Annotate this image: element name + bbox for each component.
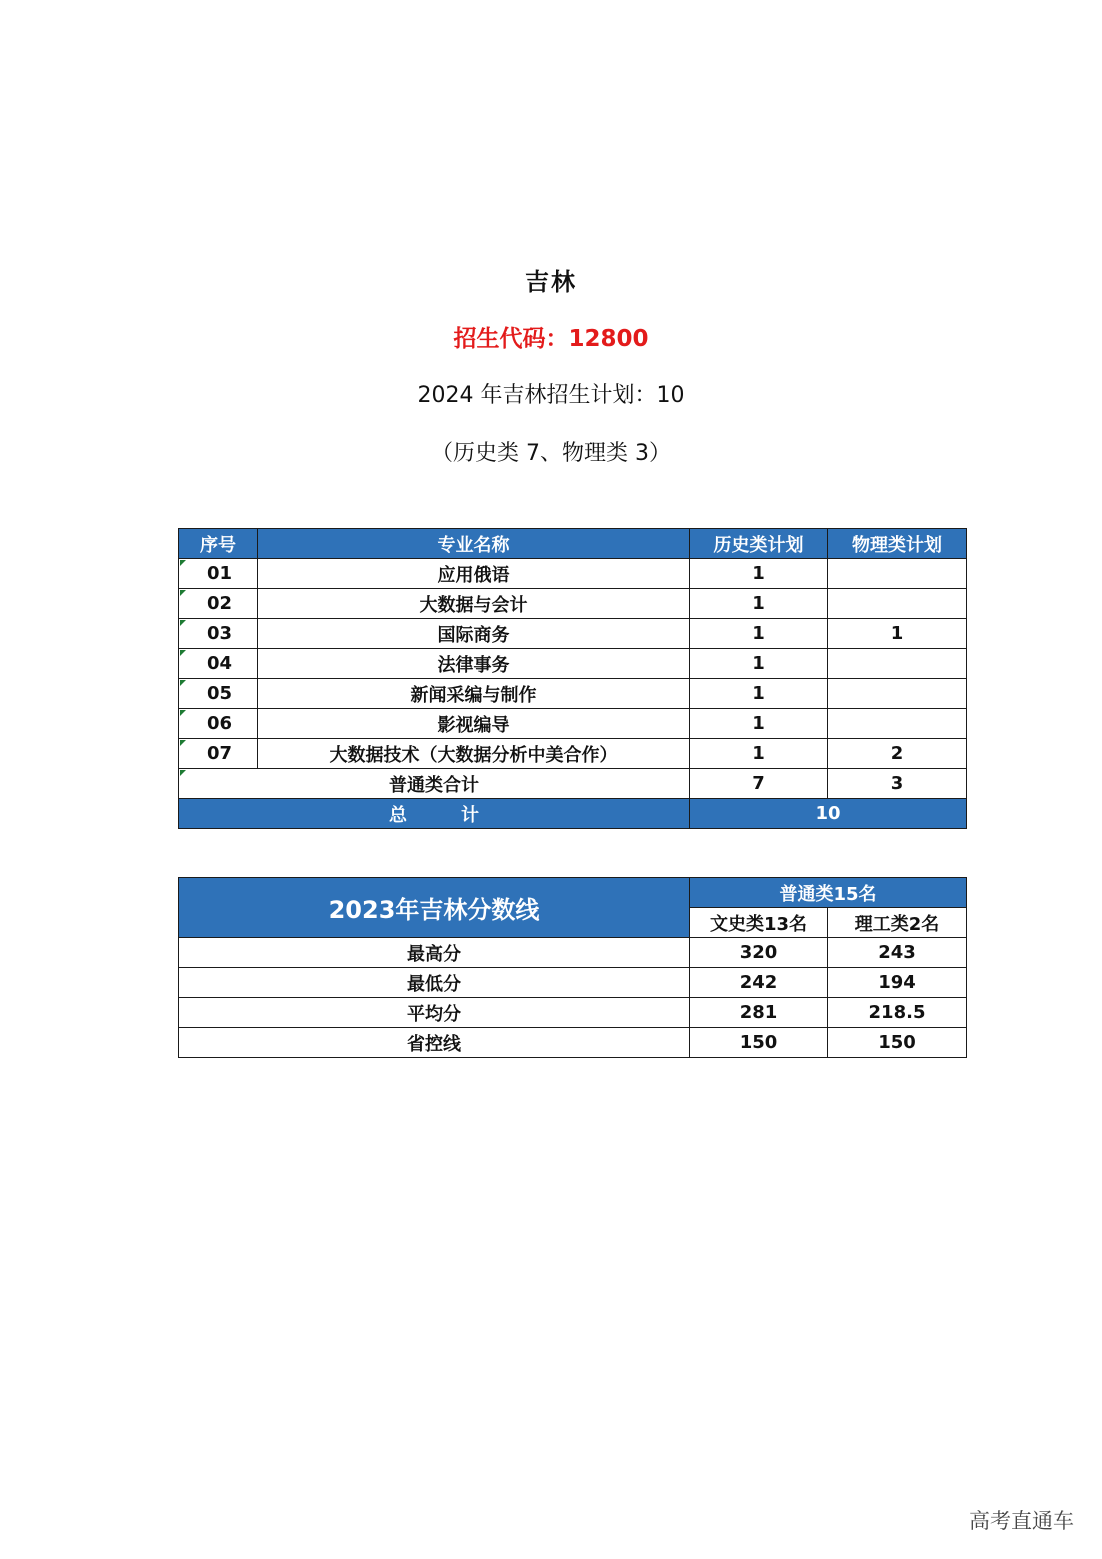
table-row — [179, 968, 967, 998]
row-seq: 03 — [179, 619, 258, 649]
table-row — [179, 709, 967, 739]
score-a: 320 — [690, 938, 828, 968]
row-seq: 07 — [179, 739, 258, 769]
table-row — [179, 679, 967, 709]
score-line-table — [178, 877, 967, 1058]
table-row — [179, 619, 967, 649]
table-row — [179, 739, 967, 769]
row-seq: 04 — [179, 649, 258, 679]
enrollment-code: 招生代码：12800 — [453, 326, 649, 352]
score-b: 243 — [828, 938, 967, 968]
score-label: 最高分 — [179, 938, 690, 968]
row-history: 1 — [690, 739, 828, 769]
row-seq: 05 — [179, 679, 258, 709]
row-history: 1 — [690, 679, 828, 709]
table-header-row — [179, 529, 967, 559]
plan-summary: 2024 年吉林招生计划：10 — [417, 383, 685, 408]
score-col-liberal-arts: 文史类13名 — [690, 908, 828, 938]
table-row — [179, 1028, 967, 1058]
table-row — [179, 559, 967, 589]
row-history: 1 — [690, 709, 828, 739]
total-label: 总 计 — [179, 799, 690, 829]
total-row — [179, 799, 967, 829]
score-a: 150 — [690, 1028, 828, 1058]
score-a: 281 — [690, 998, 828, 1028]
row-physics — [828, 559, 967, 589]
column-header-history: 历史类计划 — [690, 529, 828, 559]
row-physics — [828, 649, 967, 679]
score-group-header: 普通类15名 — [690, 878, 967, 908]
row-physics — [828, 679, 967, 709]
row-major: 大数据与会计 — [258, 589, 690, 619]
row-history: 1 — [690, 559, 828, 589]
score-table-title: 2023年吉林分数线 — [179, 878, 690, 938]
subtotal-history: 7 — [690, 769, 828, 799]
province-title: 吉林 — [525, 268, 577, 296]
row-major: 应用俄语 — [258, 559, 690, 589]
score-label: 省控线 — [179, 1028, 690, 1058]
subtotal-physics: 3 — [828, 769, 967, 799]
subtotal-label: 普通类合计 — [179, 769, 690, 799]
row-history: 1 — [690, 649, 828, 679]
row-major: 大数据技术（大数据分析中美合作） — [258, 739, 690, 769]
score-b: 194 — [828, 968, 967, 998]
column-header-major: 专业名称 — [258, 529, 690, 559]
row-seq: 01 — [179, 559, 258, 589]
row-history: 1 — [690, 589, 828, 619]
row-major: 国际商务 — [258, 619, 690, 649]
score-label: 最低分 — [179, 968, 690, 998]
score-col-science: 理工类2名 — [828, 908, 967, 938]
row-major: 影视编导 — [258, 709, 690, 739]
subtotal-row — [179, 769, 967, 799]
score-label: 平均分 — [179, 998, 690, 1028]
score-a: 242 — [690, 968, 828, 998]
row-major: 新闻采编与制作 — [258, 679, 690, 709]
score-b: 218.5 — [828, 998, 967, 1028]
table-row — [179, 649, 967, 679]
table-row — [179, 938, 967, 968]
score-b: 150 — [828, 1028, 967, 1058]
row-major: 法律事务 — [258, 649, 690, 679]
table-row — [179, 589, 967, 619]
total-value: 10 — [690, 799, 967, 829]
row-physics: 2 — [828, 739, 967, 769]
row-seq: 06 — [179, 709, 258, 739]
row-physics — [828, 709, 967, 739]
column-header-seq: 序号 — [179, 529, 258, 559]
column-header-physics: 物理类计划 — [828, 529, 967, 559]
row-seq: 02 — [179, 589, 258, 619]
plan-breakdown: （历史类 7、物理类 3） — [431, 441, 671, 466]
row-history: 1 — [690, 619, 828, 649]
enrollment-plan-table — [178, 528, 967, 829]
watermark: 高考直通车 — [969, 1509, 1074, 1533]
table-row — [179, 998, 967, 1028]
row-physics — [828, 589, 967, 619]
row-physics: 1 — [828, 619, 967, 649]
